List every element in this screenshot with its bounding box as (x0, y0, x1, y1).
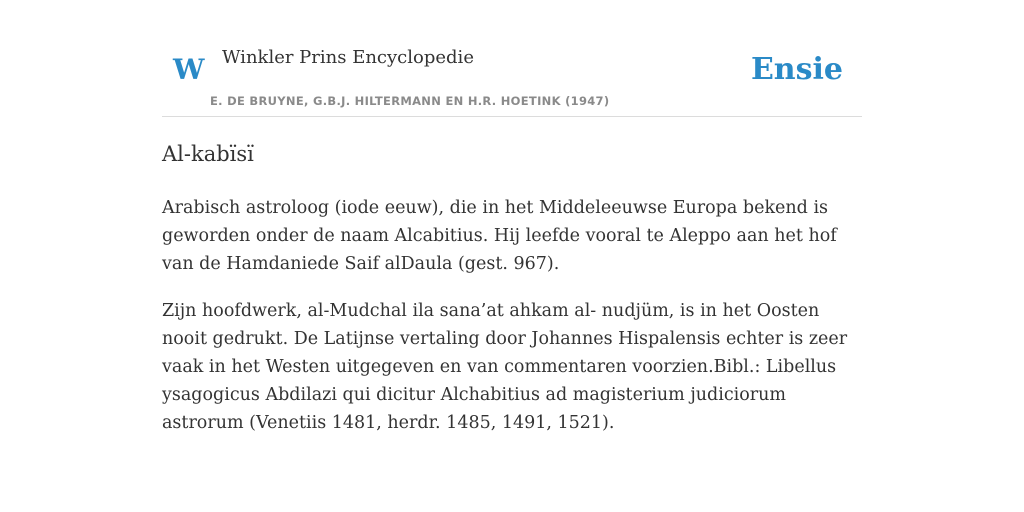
article-paragraph: Arabisch astroloog (iode eeuw), die in het Middeleeuwse Europa bekend is geworden onder de naam Alcabitius. Hij leefde vooral te Aleppo aan het hof van de Hamdaniede Saif alDaula (gest. 967). (162, 198, 837, 274)
source-title[interactable]: Winkler Prins Encyclopedie (222, 47, 474, 68)
article-body (162, 194, 862, 437)
source-header (162, 40, 862, 117)
article-paragraph: Zijn hoofdwerk, al-Mudchal ila sana’at ahkam al- nudjüm, is in het Oosten nooit gedrukt. De Latijnse vertaling door Johannes Hispalensis echter is zeer vaak in het Westen uitgegeven en van commentaren voorzien.Bibl.: Libellus ysagogicus Abdilazi qui dicitur Alchabitius ad magisterium judiciorum astrorum (Venetiis 1481, herdr. 1485, 1491, 1521). (162, 301, 848, 433)
source-logo[interactable]: W (173, 53, 205, 86)
source-authors: E. DE BRUYNE, G.B.J. HILTERMANN EN H.R. HOETINK (1947) (210, 94, 610, 108)
brand-logo[interactable]: Ensie (750, 52, 843, 87)
article (162, 138, 862, 456)
article-title: Al-kabïsï (162, 142, 254, 166)
